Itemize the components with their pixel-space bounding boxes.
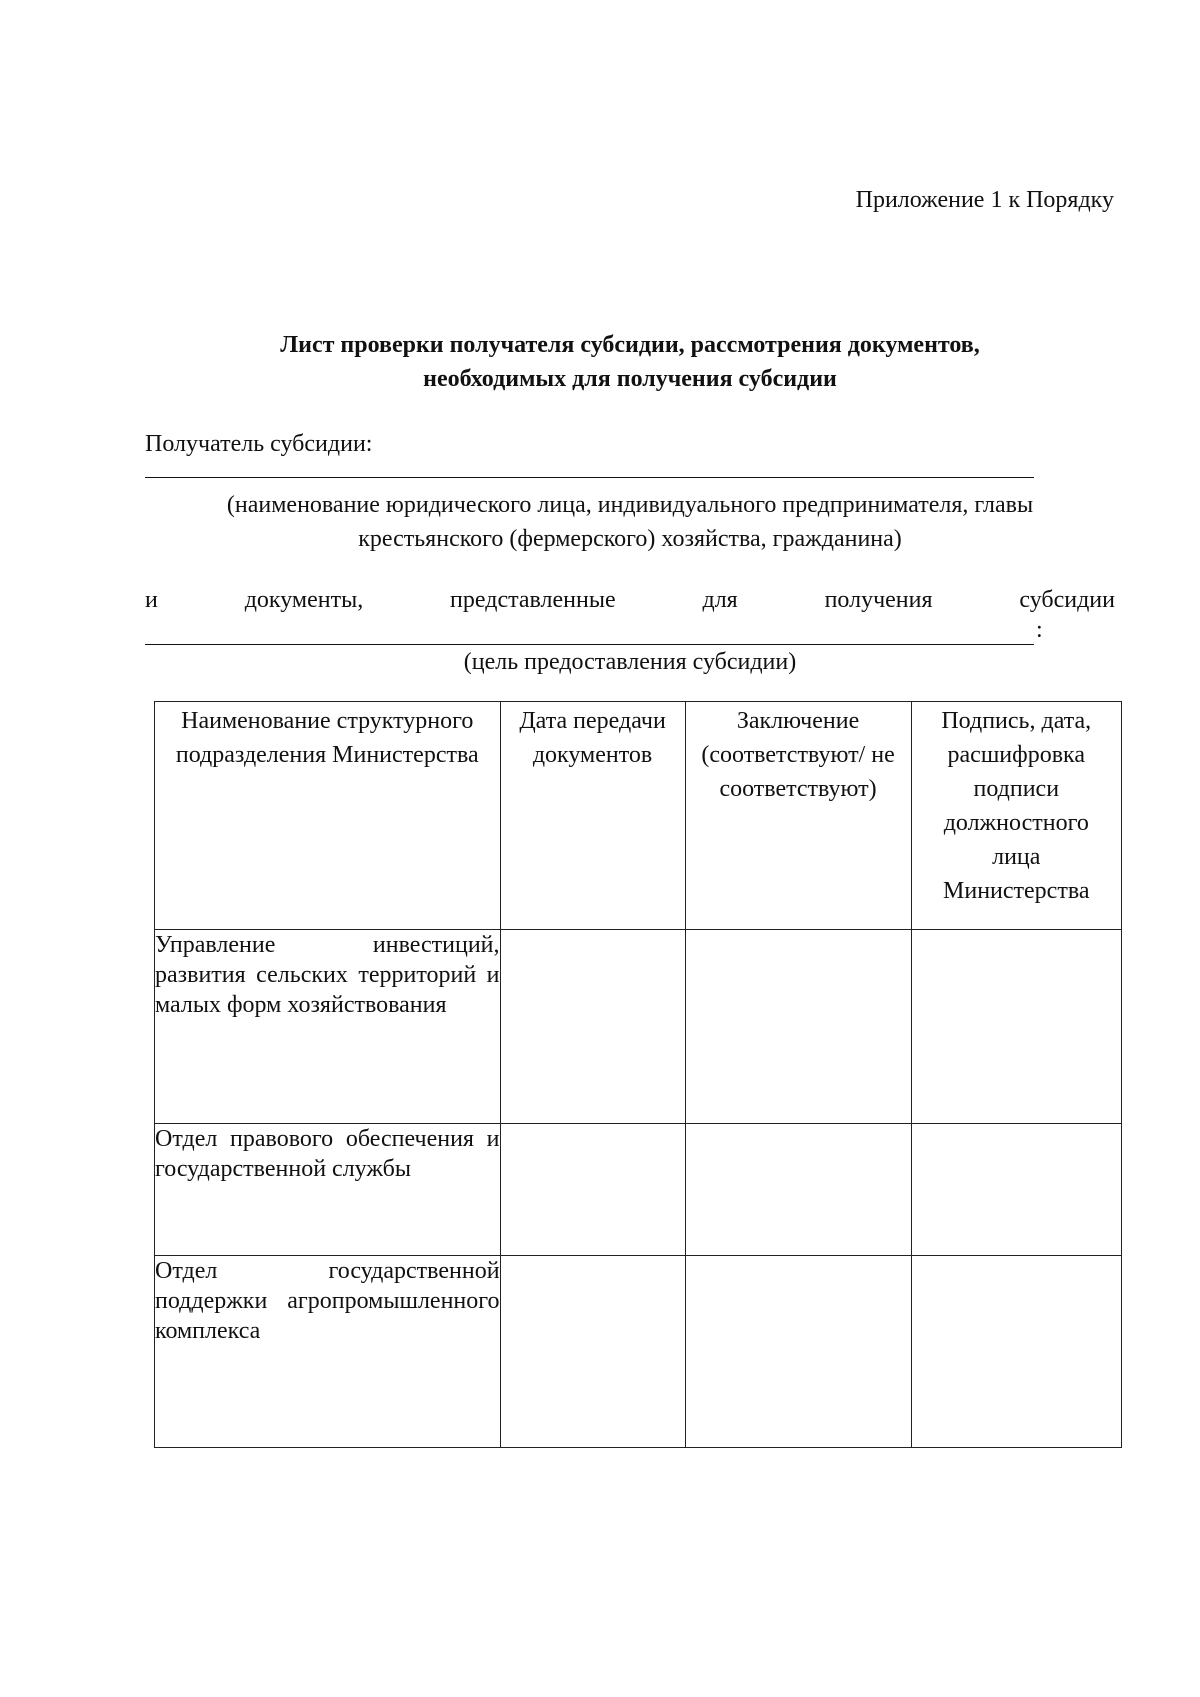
document-title: [140, 328, 1120, 396]
table-header-row: [155, 702, 1122, 930]
header-department: Наименование структурного подразделения Министерства: [155, 702, 501, 930]
appendix-label: Приложение 1 к Порядку: [855, 187, 1114, 213]
department-cell: Управление инвестиций, развития сельских территорий и малых форм хозяйствования: [155, 930, 501, 1124]
documents-word: получения: [824, 587, 933, 613]
header-signature: Подпись, дата, расшифровка подписи должностного лица Министерства: [911, 702, 1121, 930]
recipient-blank-line[interactable]: [145, 477, 1034, 478]
recipient-hint-line-2: крестьянского (фермерского) хозяйства, гражданина): [358, 526, 902, 552]
recipient-hint-line-1: (наименование юридического лица, индивидуального предпринимателя, главы: [226, 492, 1034, 518]
conclusion-cell[interactable]: [685, 1256, 911, 1448]
signature-cell[interactable]: [911, 930, 1121, 1124]
table-row: [155, 1256, 1122, 1448]
date-cell[interactable]: [500, 1256, 685, 1448]
recipient-label: Получатель субсидии:: [145, 431, 373, 457]
purpose-hint: (цель предоставления субсидии): [463, 649, 797, 675]
table-row: [155, 930, 1122, 1124]
date-cell[interactable]: [500, 930, 685, 1124]
purpose-blank-line[interactable]: [145, 644, 1034, 645]
header-conclusion: Заключение (соответствуют/ не соответствуют): [685, 702, 911, 930]
table-row: [155, 1124, 1122, 1256]
department-cell: Отдел правового обеспечения и государственной службы: [155, 1124, 501, 1256]
purpose-colon: :: [1036, 617, 1043, 643]
recipient-hint: [140, 488, 1120, 556]
documents-word: субсидии: [1019, 587, 1115, 613]
check-table: [154, 701, 1122, 1448]
title-line-2: необходимых для получения субсидии: [423, 366, 837, 392]
documents-word: для: [702, 587, 738, 613]
documents-word: и: [145, 587, 158, 613]
signature-cell[interactable]: [911, 1256, 1121, 1448]
title-line-1: Лист проверки получателя субсидии, рассмотрения документов,: [280, 332, 980, 358]
date-cell[interactable]: [500, 1124, 685, 1256]
conclusion-cell[interactable]: [685, 930, 911, 1124]
signature-cell[interactable]: [911, 1124, 1121, 1256]
documents-line: [145, 584, 1115, 616]
documents-word: представленные: [450, 587, 616, 613]
documents-word: документы,: [244, 587, 364, 613]
conclusion-cell[interactable]: [685, 1124, 911, 1256]
department-cell: Отдел государственной поддержки агропромышленного комплекса: [155, 1256, 501, 1448]
header-date: Дата передачи документов: [500, 702, 685, 930]
